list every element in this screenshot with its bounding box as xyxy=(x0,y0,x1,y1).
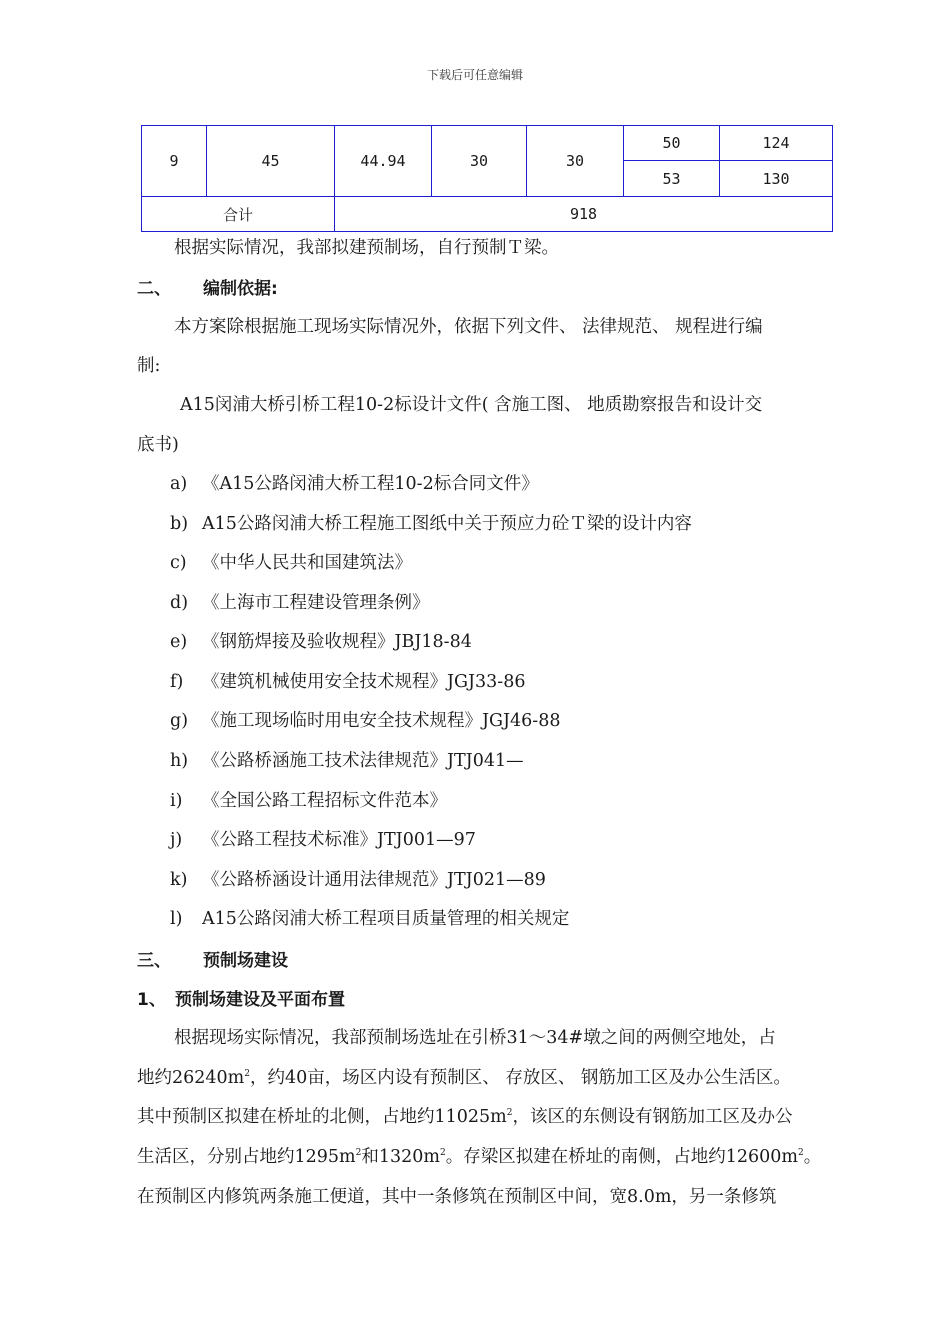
section-number: 三、 xyxy=(137,951,171,971)
list-item: j) 《公路工程技术标准》JTJ001—97 xyxy=(170,830,476,850)
page-header: 下载后可任意编辑 xyxy=(426,68,523,82)
subsection-heading xyxy=(137,985,345,1010)
paragraph: 根据现场实际情况，我部预制场选址在引桥31～34#墩之间的两侧空地处，占 xyxy=(174,1028,776,1048)
list-item: c) 《中华人民共和国建筑法》 xyxy=(170,553,412,573)
total-value: 918 xyxy=(335,197,833,232)
data-table xyxy=(141,125,833,232)
paragraph: 根据实际情况，我部拟建预制场，自行预制Ｔ梁。 xyxy=(174,238,559,258)
subsection-title: 预制场建设及平面布置 xyxy=(175,990,345,1010)
list-item: f) 《建筑机械使用安全技术规程》JGJ33-86 xyxy=(170,672,526,692)
table-cell: 9 xyxy=(142,126,207,197)
paragraph-line: 在预制区内修筑两条施工便道，其中一条修筑在预制区中间，宽8.0m，另一条修筑 xyxy=(137,1187,777,1207)
paragraph-cont: 底书) xyxy=(137,435,179,455)
subsection-number: 1、 xyxy=(137,990,166,1010)
section-number: 二、 xyxy=(137,279,171,299)
list-item: i) 《全国公路工程招标文件范本》 xyxy=(170,791,447,811)
paragraph-line: 地约$26240m^2$，约40亩，场区内设有预制区、 存放区、 钢筋加工区及办公生活区。 xyxy=(137,1068,791,1088)
table-cell: 30 xyxy=(527,126,624,197)
paragraph-cont: 制: xyxy=(137,356,161,376)
paragraph: A15闵浦大桥引桥工程10-2标设计文件( 含施工图、 地质勘察报告和设计交 xyxy=(180,395,763,415)
list-item: l) A15公路闵浦大桥工程项目质量管理的相关规定 xyxy=(170,909,570,929)
section-heading-3 xyxy=(137,946,288,971)
list-item: h) 《公路桥涵施工技术法律规范》JTJ041— xyxy=(170,751,524,771)
table-cell: 44.94 xyxy=(335,126,432,197)
list-item: k) 《公路桥涵设计通用法律规范》JTJ021—89 xyxy=(170,870,546,890)
section-heading-2 xyxy=(137,274,278,299)
table-cell: 124 xyxy=(720,126,833,161)
list-item: e) 《钢筋焊接及验收规程》JBJ18-84 xyxy=(170,632,472,652)
section-title: 编制依据: xyxy=(203,279,278,299)
section-title: 预制场建设 xyxy=(203,951,288,971)
list-item: b) A15公路闵浦大桥工程施工图纸中关于预应力砼Ｔ梁的设计内容 xyxy=(170,514,692,534)
list-item: d) 《上海市工程建设管理条例》 xyxy=(170,593,430,613)
list-item: g) 《施工现场临时用电安全技术规程》JGJ46-88 xyxy=(170,711,561,731)
paragraph: 本方案除根据施工现场实际情况外，依据下列文件、 法律规范、 规程进行编 xyxy=(174,317,763,337)
table-cell: 50 xyxy=(624,126,720,161)
table-cell: 130 xyxy=(720,161,833,197)
table-cell: 53 xyxy=(624,161,720,197)
paragraph-line: 生活区，分别占地约$1295m^2$和$1320m^2$。存梁区拟建在桥址的南侧，占地约$12600m^2$。 xyxy=(137,1147,822,1167)
total-label: 合计 xyxy=(142,197,335,232)
paragraph-line: 其中预制区拟建在桥址的北侧，占地约$11025m^2$，该区的东侧设有钢筋加工区及办公 xyxy=(137,1107,793,1127)
list-item: a) 《A15公路闵浦大桥工程10-2标合同文件》 xyxy=(170,474,539,494)
table-cell: 45 xyxy=(207,126,335,197)
table-cell: 30 xyxy=(432,126,527,197)
